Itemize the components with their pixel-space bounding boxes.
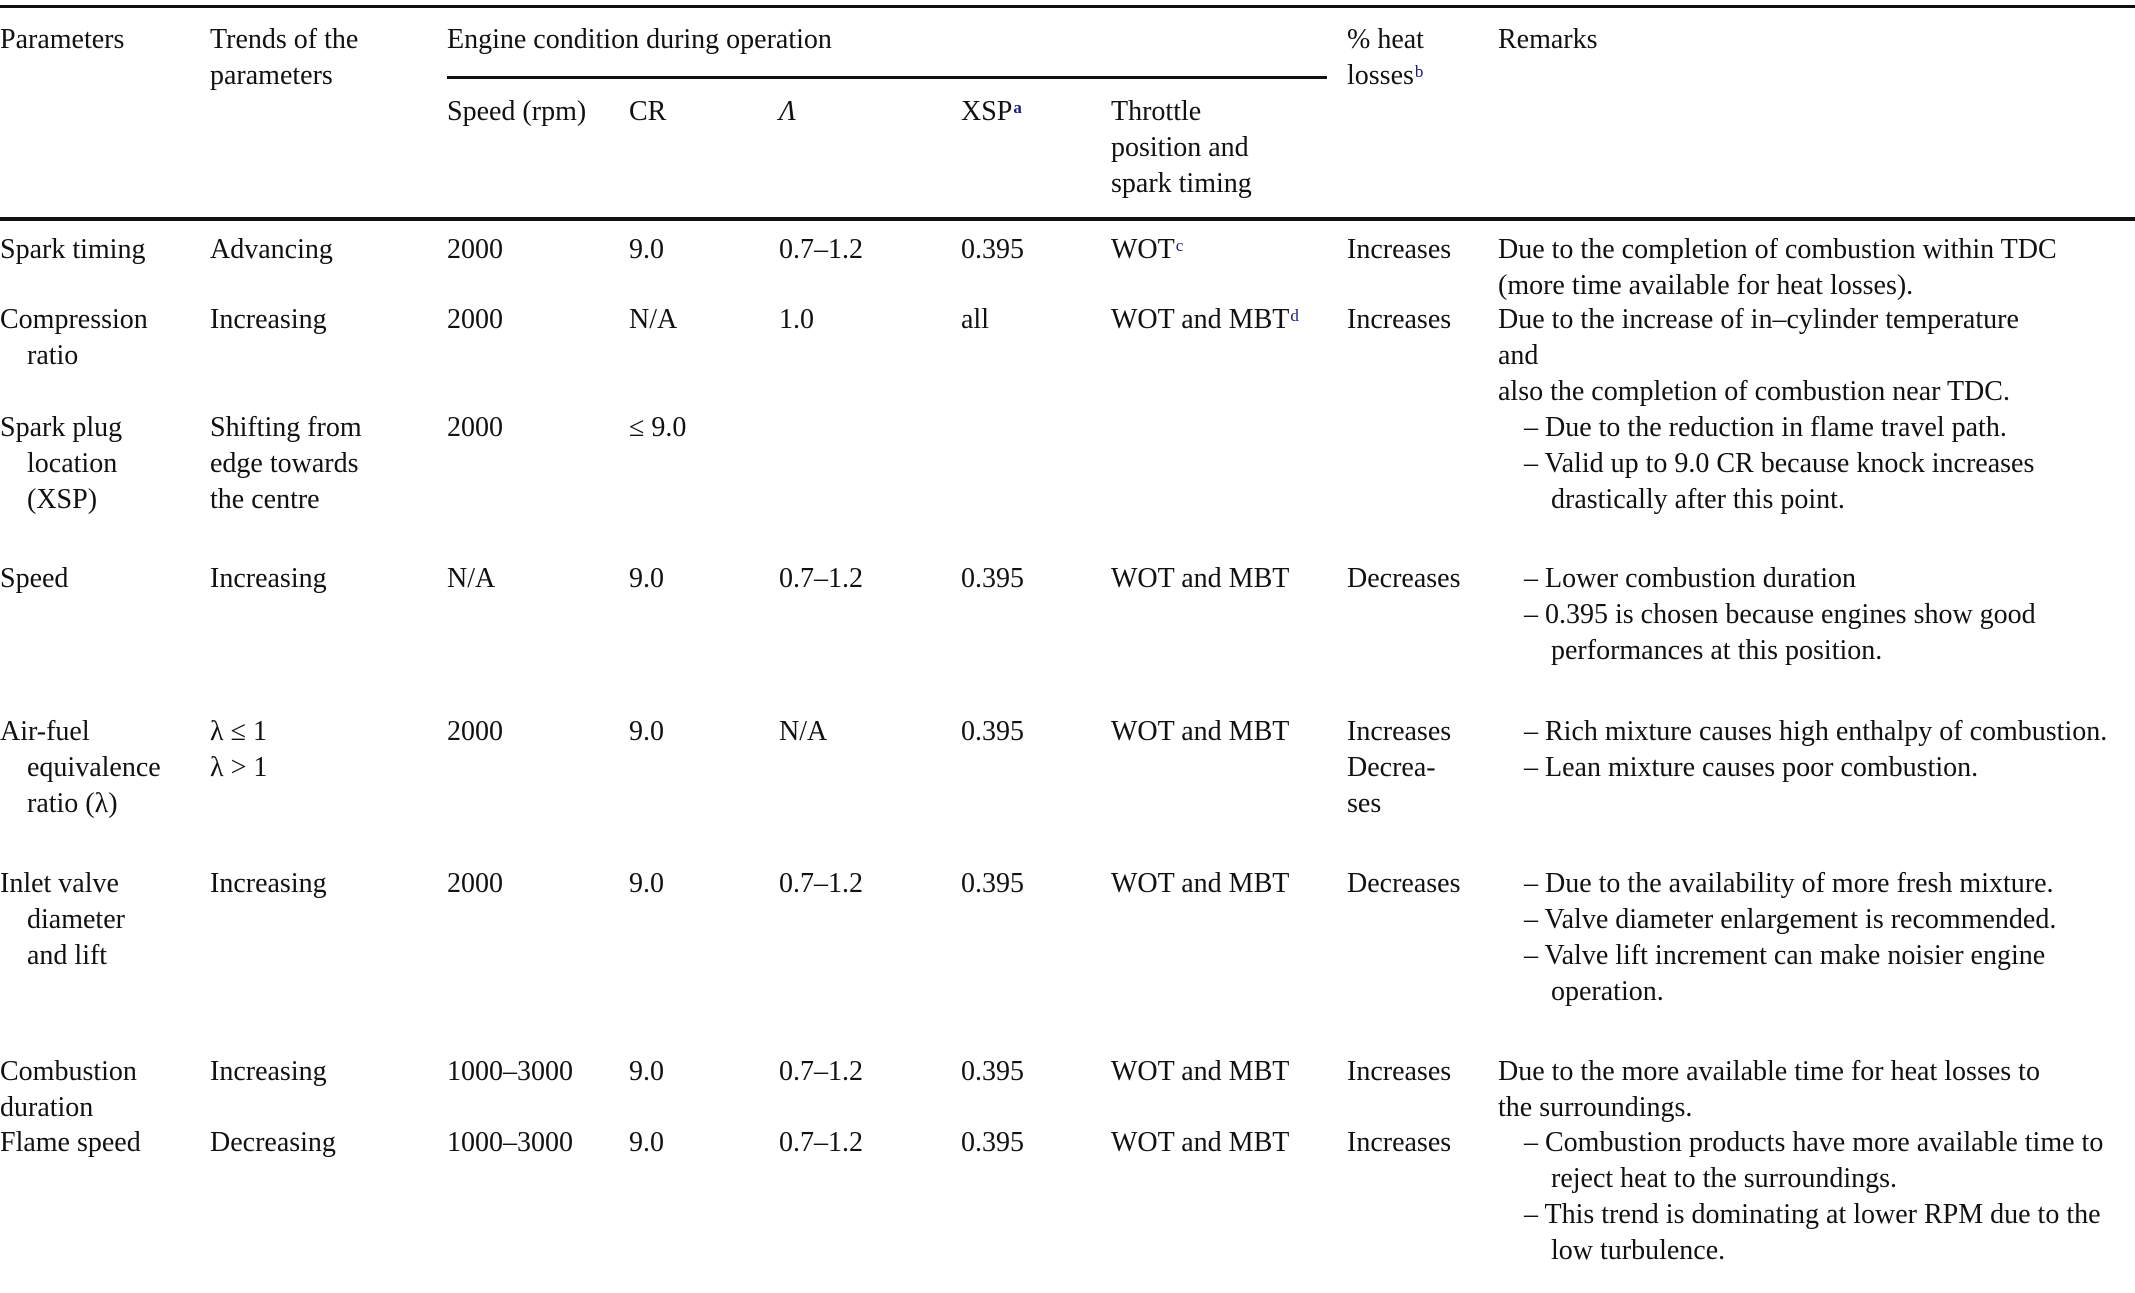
cell-speed: 1000–3000 [447, 1127, 573, 1158]
footnote-marker-a[interactable]: a [1013, 98, 1022, 117]
cell-line: Decreases [1347, 563, 1461, 594]
cell-throttle [1111, 302, 1299, 338]
cell-line: Compression [0, 304, 148, 335]
cell-parameter [0, 714, 161, 822]
cell-heat-losses [1347, 1054, 1451, 1090]
header-bottom-rule [0, 217, 2135, 221]
cell-trend [210, 866, 327, 902]
header-heat-line: losses [1347, 60, 1414, 91]
cell-line: ses [1347, 788, 1382, 819]
cell-cr: N/A [629, 304, 678, 335]
header-lambda: Λ [779, 96, 796, 127]
cell-heat-losses [1347, 866, 1460, 902]
throttle-value: WOT and MBT [1111, 304, 1290, 335]
cell-throttle [1111, 1054, 1289, 1090]
cell-line: Inlet valve [0, 868, 119, 899]
remark-bullet: – Combustion products have more available time to reject heat to the surroundings. [1524, 1127, 2104, 1194]
cell-speed: 1000–3000 [447, 1056, 573, 1087]
remark-bullet: – This trend is dominating at lower RPM due to the low turbulence. [1524, 1199, 2101, 1266]
cell-remarks [1498, 1054, 2135, 1126]
cell-line: ratio [27, 340, 79, 371]
remark-text: the surroundings. [1498, 1092, 1693, 1123]
cell-line: Flame speed [0, 1127, 141, 1158]
remark-bullet: – Due to the reduction in flame travel path. [1524, 412, 2007, 443]
cell-line: Increases [1347, 234, 1452, 265]
cell-line: Decrea- [1347, 752, 1436, 783]
cell-lambda: 1.0 [779, 304, 814, 335]
throttle-value: WOT and MBT [1111, 716, 1290, 747]
remark-bullet: – Rich mixture causes high enthalpy of combustion. [1524, 716, 2108, 747]
cell-line: location [27, 448, 118, 479]
header-throttle-line: position and [1111, 132, 1249, 163]
throttle-value: WOT and MBT [1111, 1127, 1290, 1158]
cell-cr: 9.0 [629, 234, 664, 265]
cell-heat-losses [1347, 561, 1460, 597]
cell-throttle [1111, 1125, 1289, 1161]
cell-trend [210, 410, 362, 518]
cell-throttle [1111, 714, 1289, 750]
remark-text: (more time available for heat losses). [1498, 270, 1914, 301]
footnote-marker-b[interactable]: b [1414, 62, 1424, 81]
cell-line: Spark timing [0, 234, 146, 265]
header-remarks: Remarks [1498, 24, 1598, 55]
cell-xsp: 0.395 [961, 234, 1024, 265]
cell-parameter [0, 410, 122, 518]
remark-text: Due to the increase of in–cylinder temperature [1498, 304, 2019, 335]
cell-remarks [1498, 410, 2135, 518]
remark-bullet: – Valve lift increment can make noisier engine operation. [1524, 940, 2046, 1007]
remark-bullet: – 0.395 is chosen because engines show good performances at this position. [1524, 599, 2036, 666]
cell-heat-losses [1347, 1125, 1451, 1161]
cell-line: Increases [1347, 304, 1452, 335]
cell-cr: 9.0 [629, 716, 664, 747]
cell-remarks [1498, 232, 2135, 304]
cell-parameter [0, 561, 68, 597]
cell-speed: N/A [447, 563, 496, 594]
header-parameters: Parameters [0, 24, 125, 55]
cell-line: duration [0, 1092, 94, 1123]
cell-line: Increases [1347, 1127, 1452, 1158]
header-trends-line: parameters [210, 60, 333, 91]
cell-line: diameter [27, 904, 125, 935]
header-throttle [1111, 94, 1252, 202]
remark-text: also the completion of combustion near TDC. [1498, 376, 2010, 407]
cell-parameter [0, 302, 148, 374]
cell-lambda: 0.7–1.2 [779, 234, 863, 265]
cell-speed: 2000 [447, 412, 503, 443]
throttle-value: WOT and MBT [1111, 1056, 1290, 1087]
cell-throttle [1111, 232, 1183, 268]
cell-line: Speed [0, 563, 69, 594]
cell-line: Increasing [210, 868, 327, 899]
cell-line: the centre [210, 484, 320, 515]
cell-line: λ ≤ 1 [210, 716, 267, 747]
header-cr: CR [629, 96, 667, 127]
cell-remarks [1498, 302, 2135, 410]
cell-xsp: 0.395 [961, 1056, 1024, 1087]
cell-line: Increasing [210, 563, 327, 594]
cell-line: Decreasing [210, 1127, 336, 1158]
footnote-marker-d[interactable]: d [1290, 306, 1299, 325]
cell-trend [210, 302, 327, 338]
cell-heat-losses [1347, 302, 1451, 338]
header-engine-condition: Engine condition during operation [447, 24, 832, 55]
cell-cr: 9.0 [629, 1127, 664, 1158]
cell-cr: 9.0 [629, 868, 664, 899]
remark-text: Due to the completion of combustion within TDC [1498, 234, 2057, 265]
cell-trend [210, 232, 333, 268]
cell-cr: ≤ 9.0 [629, 412, 687, 443]
cell-lambda: 0.7–1.2 [779, 1056, 863, 1087]
cell-remarks [1498, 1125, 2135, 1269]
cell-cr: 9.0 [629, 1056, 664, 1087]
engine-condition-span-rule [447, 76, 1327, 79]
header-trends-line: Trends of the [210, 24, 359, 55]
remark-bullet: – Due to the availability of more fresh mixture. [1524, 868, 2054, 899]
cell-line: Increases [1347, 1056, 1452, 1087]
remark-bullet: – Lower combustion duration [1524, 563, 1857, 594]
cell-line: Decreases [1347, 868, 1461, 899]
cell-lambda: 0.7–1.2 [779, 563, 863, 594]
cell-parameter [0, 1125, 141, 1161]
cell-speed: 2000 [447, 304, 503, 335]
cell-lambda: 0.7–1.2 [779, 1127, 863, 1158]
cell-trend [210, 561, 327, 597]
cell-remarks [1498, 866, 2135, 1010]
header-throttle-line: Throttle [1111, 96, 1202, 127]
remark-text: and [1498, 340, 1539, 371]
throttle-value: WOT and MBT [1111, 563, 1290, 594]
cell-heat-losses [1347, 714, 1451, 822]
remark-bullet: – Valid up to 9.0 CR because knock increases drastically after this point. [1524, 448, 2035, 515]
cell-line: ratio (λ) [27, 788, 118, 819]
remark-text: Due to the more available time for heat losses to [1498, 1056, 2040, 1087]
remark-bullet: – Valve diameter enlargement is recommended. [1524, 904, 2057, 935]
cell-lambda: N/A [779, 716, 828, 747]
table-top-rule [0, 5, 2135, 8]
cell-line: λ > 1 [210, 752, 268, 783]
header-heat-line: % heat [1347, 24, 1424, 55]
cell-line: equivalence [27, 752, 161, 783]
header-throttle-line: spark timing [1111, 168, 1252, 199]
cell-cr: 9.0 [629, 563, 664, 594]
cell-line: (XSP) [27, 484, 98, 515]
cell-line: Shifting from [210, 412, 362, 443]
footnote-marker-c[interactable]: c [1175, 236, 1184, 255]
throttle-value: WOT and MBT [1111, 868, 1290, 899]
header-trends [210, 22, 358, 94]
cell-line: Advancing [210, 234, 333, 265]
cell-line: Combustion [0, 1056, 137, 1087]
cell-speed: 2000 [447, 716, 503, 747]
cell-line: and lift [27, 940, 108, 971]
cell-xsp: all [961, 304, 989, 335]
cell-heat-losses [1347, 232, 1451, 268]
header-xsp-label: XSP [961, 96, 1013, 127]
throttle-value: WOT [1111, 234, 1175, 265]
cell-remarks [1498, 714, 2135, 786]
cell-line: Spark plug [0, 412, 123, 443]
cell-parameter [0, 232, 145, 268]
cell-throttle [1111, 866, 1289, 902]
remark-bullet: – Lean mixture causes poor combustion. [1524, 752, 1979, 783]
cell-line: Increasing [210, 304, 327, 335]
cell-line: edge towards [210, 448, 359, 479]
cell-parameter [0, 866, 125, 974]
header-xsp [961, 94, 1022, 130]
cell-trend [210, 1054, 327, 1090]
cell-trend [210, 714, 267, 786]
cell-line: Air-fuel [0, 716, 90, 747]
cell-xsp: 0.395 [961, 868, 1024, 899]
cell-speed: 2000 [447, 868, 503, 899]
cell-xsp: 0.395 [961, 1127, 1024, 1158]
cell-trend [210, 1125, 336, 1161]
cell-lambda: 0.7–1.2 [779, 868, 863, 899]
cell-line: Increases [1347, 716, 1452, 747]
cell-parameter [0, 1054, 137, 1126]
cell-xsp: 0.395 [961, 716, 1024, 747]
header-heat-losses [1347, 22, 1424, 94]
header-speed: Speed (rpm) [447, 96, 587, 127]
cell-remarks [1498, 561, 2135, 669]
cell-line: Increasing [210, 1056, 327, 1087]
cell-throttle [1111, 561, 1289, 597]
cell-speed: 2000 [447, 234, 503, 265]
cell-xsp: 0.395 [961, 563, 1024, 594]
